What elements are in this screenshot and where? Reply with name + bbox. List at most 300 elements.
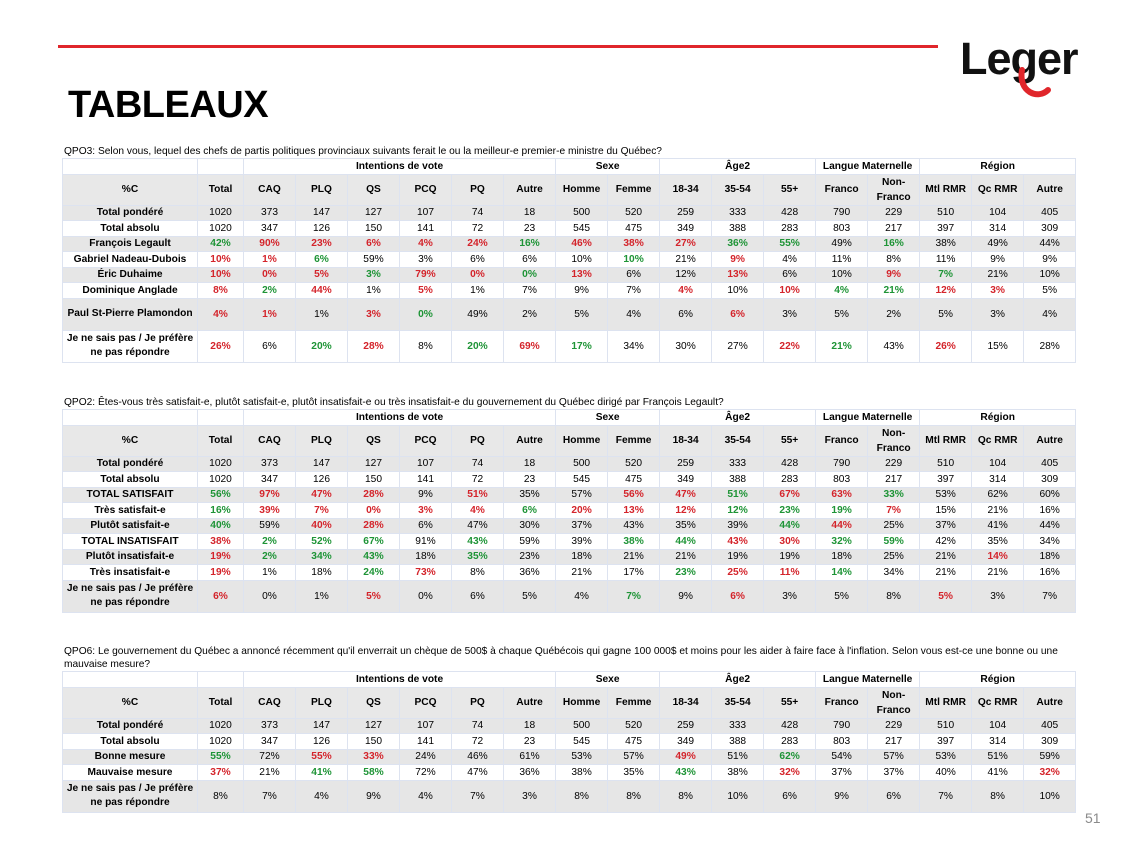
table-cell: 0% [244, 267, 296, 283]
table-cell: 10% [1024, 267, 1076, 283]
table-cell: 1% [244, 252, 296, 268]
table-row [63, 221, 1076, 237]
table-cell: 34% [1024, 534, 1076, 550]
table-cell: 35% [608, 765, 660, 781]
table-cell: 47% [296, 487, 348, 503]
table-cell: 3% [348, 298, 400, 330]
table-cell: 20% [452, 330, 504, 362]
table-cell: 27% [712, 330, 764, 362]
table-cell: 9% [556, 283, 608, 299]
column-header: Franco [816, 425, 868, 456]
row-label: Éric Duhaime [63, 267, 198, 283]
table-cell: 2% [504, 298, 556, 330]
table-cell: 18% [400, 549, 452, 565]
table-cell: 14% [972, 549, 1024, 565]
table-cell: 3% [504, 780, 556, 812]
row-label: Très insatisfait-e [63, 565, 198, 581]
column-header: Total [198, 425, 244, 456]
table-cell: 1% [348, 283, 400, 299]
column-header: Femme [608, 425, 660, 456]
header-rule [58, 45, 938, 48]
table-cell: 19% [198, 549, 244, 565]
column-header: Total [198, 174, 244, 205]
table-cell: 510 [920, 456, 972, 472]
table-cell: 11% [816, 252, 868, 268]
table-cell: 0% [400, 298, 452, 330]
table-cell: 8% [400, 330, 452, 362]
table-cell: 388 [712, 472, 764, 488]
table-cell: 91% [400, 534, 452, 550]
column-header: 18-34 [660, 687, 712, 718]
table-cell: 36% [712, 236, 764, 252]
table-cell: 147 [296, 456, 348, 472]
table-cell: 17% [556, 330, 608, 362]
table-cell: 47% [660, 487, 712, 503]
row-label: Plutôt satisfait-e [63, 518, 198, 534]
table-cell: 6% [244, 330, 296, 362]
table-cell: 42% [198, 236, 244, 252]
table-cell: 38% [608, 534, 660, 550]
table-cell: 4% [660, 283, 712, 299]
table-cell: 23% [764, 503, 816, 519]
table-cell: 500 [556, 718, 608, 734]
table-row [63, 734, 1076, 750]
table-cell: 3% [400, 503, 452, 519]
table-cell: 127 [348, 205, 400, 221]
table-cell: 69% [504, 330, 556, 362]
table-cell: 21% [920, 549, 972, 565]
table-cell: 520 [608, 205, 660, 221]
table-cell: 42% [920, 534, 972, 550]
table-cell: 38% [608, 236, 660, 252]
table-cell: 26% [920, 330, 972, 362]
table-cell: 32% [764, 765, 816, 781]
table-cell: 347 [244, 472, 296, 488]
table-cell: 3% [764, 298, 816, 330]
table-cell: 6% [712, 298, 764, 330]
table-cell: 126 [296, 472, 348, 488]
table-cell: 12% [712, 503, 764, 519]
column-header: 55+ [764, 425, 816, 456]
table-cell: 18% [556, 549, 608, 565]
table-cell: 60% [1024, 487, 1076, 503]
group-header: Sexe [556, 672, 660, 688]
table-cell: 6% [764, 267, 816, 283]
table-cell: 19% [198, 565, 244, 581]
page-number: 51 [1085, 810, 1101, 826]
column-header: PQ [452, 425, 504, 456]
table-cell: 1020 [198, 221, 244, 237]
table-cell: 41% [296, 765, 348, 781]
table-cell: 349 [660, 734, 712, 750]
table-row [63, 549, 1076, 565]
table-cell: 0% [348, 503, 400, 519]
table-cell: 5% [296, 267, 348, 283]
table-cell: 373 [244, 205, 296, 221]
table-cell: 333 [712, 456, 764, 472]
table-cell: 13% [608, 503, 660, 519]
question-text: QPO6: Le gouvernement du Québec a annoncé récemment qu'il enverrait un chèque de 500$ à chaque Québécois qui gagne 100 000$ et moins pour les aider à faire face à l'inflation. Selon vous est-ce une bonne ou une mauvaise mesure? [64, 646, 1058, 670]
column-header: PCQ [400, 425, 452, 456]
table-cell: 18 [504, 718, 556, 734]
table-row [63, 518, 1076, 534]
table-row [63, 205, 1076, 221]
table-cell: 17% [608, 565, 660, 581]
table-section-qpo2 [62, 396, 1074, 613]
table-cell: 5% [348, 580, 400, 612]
table-cell: 283 [764, 472, 816, 488]
table-cell: 53% [920, 487, 972, 503]
table-cell: 8% [972, 780, 1024, 812]
column-header-row [63, 174, 1076, 205]
table-cell: 22% [764, 330, 816, 362]
table-row [63, 283, 1076, 299]
table-cell: 1% [244, 565, 296, 581]
table-cell: 6% [198, 580, 244, 612]
table-cell: 44% [296, 283, 348, 299]
table-cell: 57% [556, 487, 608, 503]
table-cell: 10% [712, 780, 764, 812]
column-header: Autre [504, 687, 556, 718]
table-cell: 347 [244, 734, 296, 750]
column-header: CAQ [244, 425, 296, 456]
table-cell: 34% [868, 565, 920, 581]
table-cell: 397 [920, 221, 972, 237]
table-cell: 259 [660, 205, 712, 221]
table-cell: 127 [348, 456, 400, 472]
table-cell: 107 [400, 205, 452, 221]
table-cell: 0% [452, 267, 504, 283]
row-label: François Legault [63, 236, 198, 252]
table-cell: 18% [816, 549, 868, 565]
table-cell: 5% [920, 580, 972, 612]
table-row [63, 765, 1076, 781]
table-cell: 309 [1024, 734, 1076, 750]
table-section-qpo3 [62, 145, 1074, 363]
group-header: Région [920, 159, 1076, 175]
table-cell: 13% [712, 267, 764, 283]
table-cell: 30% [504, 518, 556, 534]
table-cell: 4% [400, 780, 452, 812]
table-cell: 510 [920, 718, 972, 734]
table-cell: 49% [660, 749, 712, 765]
table-cell: 5% [400, 283, 452, 299]
table-cell: 7% [608, 283, 660, 299]
column-header: QS [348, 174, 400, 205]
table-cell: 49% [972, 236, 1024, 252]
table-cell: 27% [660, 236, 712, 252]
table-cell: 5% [816, 580, 868, 612]
table-cell: 4% [1024, 298, 1076, 330]
table-cell: 21% [972, 267, 1024, 283]
table-cell: 15% [972, 330, 1024, 362]
table-cell: 38% [556, 765, 608, 781]
row-label: TOTAL SATISFAIT [63, 487, 198, 503]
table-cell: 229 [868, 456, 920, 472]
column-header: Mtl RMR [920, 174, 972, 205]
group-header [63, 672, 198, 688]
table-cell: 18 [504, 205, 556, 221]
column-header: Non-Franco [868, 687, 920, 718]
table-cell: 19% [712, 549, 764, 565]
column-header: PLQ [296, 687, 348, 718]
table-cell: 150 [348, 472, 400, 488]
table-cell: 21% [816, 330, 868, 362]
table-cell: 6% [452, 580, 504, 612]
table-cell: 10% [608, 252, 660, 268]
table-cell: 283 [764, 221, 816, 237]
table-cell: 24% [452, 236, 504, 252]
table-cell: 397 [920, 734, 972, 750]
table-cell: 53% [920, 749, 972, 765]
row-label: Total pondéré [63, 456, 198, 472]
table-cell: 5% [1024, 283, 1076, 299]
table-cell: 12% [920, 283, 972, 299]
table-row [63, 330, 1076, 362]
table-cell: 373 [244, 718, 296, 734]
table-cell: 349 [660, 221, 712, 237]
table-cell: 9% [972, 252, 1024, 268]
table-cell: 34% [296, 549, 348, 565]
table-row [63, 718, 1076, 734]
table-cell: 90% [244, 236, 296, 252]
column-header: %C [63, 174, 198, 205]
column-header: Femme [608, 687, 660, 718]
table-cell: 21% [868, 283, 920, 299]
column-header: Non-Franco [868, 425, 920, 456]
table-cell: 62% [972, 487, 1024, 503]
table-cell: 5% [920, 298, 972, 330]
table-cell: 97% [244, 487, 296, 503]
column-header: 18-34 [660, 425, 712, 456]
row-label: Total pondéré [63, 205, 198, 221]
row-label: Je ne sais pas / Je préfère ne pas répondre [63, 580, 198, 612]
table-cell: 19% [764, 549, 816, 565]
table-cell: 10% [556, 252, 608, 268]
table-cell: 803 [816, 221, 868, 237]
table-cell: 5% [556, 298, 608, 330]
table-row [63, 267, 1076, 283]
table-cell: 8% [198, 283, 244, 299]
table-cell: 8% [556, 780, 608, 812]
table-cell: 3% [972, 283, 1024, 299]
group-header: Région [920, 410, 1076, 426]
group-header: Âge2 [660, 410, 816, 426]
group-header-row [63, 159, 1076, 175]
table-cell: 10% [198, 252, 244, 268]
table-cell: 59% [504, 534, 556, 550]
table-cell: 55% [764, 236, 816, 252]
table-cell: 16% [504, 236, 556, 252]
column-header: Qc RMR [972, 425, 1024, 456]
table-cell: 520 [608, 718, 660, 734]
table-cell: 333 [712, 718, 764, 734]
table-cell: 1% [296, 580, 348, 612]
table-cell: 47% [452, 518, 504, 534]
table-cell: 104 [972, 456, 1024, 472]
table-cell: 11% [764, 565, 816, 581]
table-cell: 16% [1024, 503, 1076, 519]
group-header: Région [920, 672, 1076, 688]
table-cell: 51% [972, 749, 1024, 765]
table-cell: 37% [198, 765, 244, 781]
table-cell: 20% [296, 330, 348, 362]
table-cell: 39% [712, 518, 764, 534]
table-cell: 43% [868, 330, 920, 362]
table-cell: 6% [296, 252, 348, 268]
table-cell: 405 [1024, 718, 1076, 734]
table-cell: 51% [452, 487, 504, 503]
table-cell: 23 [504, 734, 556, 750]
table-cell: 7% [920, 780, 972, 812]
table-cell: 18 [504, 456, 556, 472]
table-cell: 9% [868, 267, 920, 283]
row-label: Très satisfait-e [63, 503, 198, 519]
table-cell: 18% [1024, 549, 1076, 565]
table-cell: 349 [660, 472, 712, 488]
table-cell: 39% [556, 534, 608, 550]
table-cell: 7% [608, 580, 660, 612]
table-cell: 229 [868, 205, 920, 221]
table-cell: 55% [198, 749, 244, 765]
table-cell: 21% [660, 252, 712, 268]
column-header: 55+ [764, 687, 816, 718]
table-cell: 28% [348, 518, 400, 534]
table-cell: 37% [868, 765, 920, 781]
column-header: 55+ [764, 174, 816, 205]
group-header: Langue Maternelle [816, 410, 920, 426]
table-cell: 21% [660, 549, 712, 565]
table-cell: 141 [400, 472, 452, 488]
table-cell: 8% [608, 780, 660, 812]
table-cell: 373 [244, 456, 296, 472]
table-cell: 54% [816, 749, 868, 765]
column-header: Mtl RMR [920, 687, 972, 718]
table-cell: 127 [348, 718, 400, 734]
group-header: Intentions de vote [244, 159, 556, 175]
table-cell: 44% [1024, 236, 1076, 252]
column-header: %C [63, 425, 198, 456]
table-cell: 4% [452, 503, 504, 519]
table-cell: 25% [868, 549, 920, 565]
column-header: Homme [556, 174, 608, 205]
table-cell: 475 [608, 221, 660, 237]
table-row [63, 456, 1076, 472]
column-header: %C [63, 687, 198, 718]
table-cell: 8% [452, 565, 504, 581]
svg-text:Leger: Leger [960, 33, 1078, 84]
group-header [198, 159, 244, 175]
group-header-row [63, 672, 1076, 688]
table-cell: 428 [764, 456, 816, 472]
table-cell: 405 [1024, 205, 1076, 221]
table-cell: 107 [400, 456, 452, 472]
table-cell: 18% [296, 565, 348, 581]
table-section-qpo6 [62, 645, 1074, 813]
table-cell: 6% [504, 252, 556, 268]
table-cell: 428 [764, 718, 816, 734]
table-cell: 55% [296, 749, 348, 765]
column-header: Homme [556, 687, 608, 718]
table-cell: 510 [920, 205, 972, 221]
column-header: Autre [1024, 425, 1076, 456]
leger-logo [960, 30, 1095, 102]
column-header: Autre [1024, 174, 1076, 205]
table-cell: 5% [816, 298, 868, 330]
table-cell: 6% [504, 503, 556, 519]
table-cell: 61% [504, 749, 556, 765]
table-cell: 5% [504, 580, 556, 612]
table-cell: 43% [608, 518, 660, 534]
table-cell: 9% [400, 487, 452, 503]
table-cell: 7% [1024, 580, 1076, 612]
table-cell: 41% [972, 765, 1024, 781]
table-cell: 9% [712, 252, 764, 268]
group-header [63, 159, 198, 175]
table-row [63, 503, 1076, 519]
table-cell: 2% [868, 298, 920, 330]
table-cell: 7% [920, 267, 972, 283]
table-cell: 15% [920, 503, 972, 519]
table-cell: 8% [868, 252, 920, 268]
row-label: Total absolu [63, 472, 198, 488]
table-cell: 388 [712, 221, 764, 237]
table-cell: 0% [400, 580, 452, 612]
table-cell: 16% [1024, 565, 1076, 581]
column-header: 35-54 [712, 425, 764, 456]
table-cell: 58% [348, 765, 400, 781]
column-header: CAQ [244, 687, 296, 718]
table-cell: 6% [400, 518, 452, 534]
table-cell: 147 [296, 205, 348, 221]
table-cell: 49% [452, 298, 504, 330]
table-cell: 520 [608, 456, 660, 472]
table-cell: 36% [504, 765, 556, 781]
question-text: QPO3: Selon vous, lequel des chefs de partis politiques provinciaux suivants ferait le ou la meilleur-e premier-e ministre du Québec? [64, 146, 662, 157]
table-cell: 73% [400, 565, 452, 581]
table-cell: 0% [244, 580, 296, 612]
table-cell: 35% [504, 487, 556, 503]
table-cell: 475 [608, 734, 660, 750]
table-cell: 44% [816, 518, 868, 534]
table-cell: 59% [1024, 749, 1076, 765]
column-header: Femme [608, 174, 660, 205]
column-header: Qc RMR [972, 174, 1024, 205]
group-header: Sexe [556, 159, 660, 175]
table-cell: 217 [868, 734, 920, 750]
table-cell: 12% [660, 267, 712, 283]
group-header: Sexe [556, 410, 660, 426]
table-cell: 62% [764, 749, 816, 765]
table-cell: 1% [296, 298, 348, 330]
table-cell: 8% [660, 780, 712, 812]
table-cell: 34% [608, 330, 660, 362]
table-row [63, 565, 1076, 581]
table-cell: 4% [764, 252, 816, 268]
table-cell: 25% [868, 518, 920, 534]
table-cell: 428 [764, 205, 816, 221]
table-cell: 72 [452, 734, 504, 750]
table-cell: 21% [972, 565, 1024, 581]
table-cell: 475 [608, 472, 660, 488]
column-header: 35-54 [712, 687, 764, 718]
table-cell: 74 [452, 205, 504, 221]
table-cell: 10% [198, 267, 244, 283]
table-cell: 43% [712, 534, 764, 550]
table-cell: 20% [556, 503, 608, 519]
column-header: 35-54 [712, 174, 764, 205]
row-label: Total absolu [63, 221, 198, 237]
